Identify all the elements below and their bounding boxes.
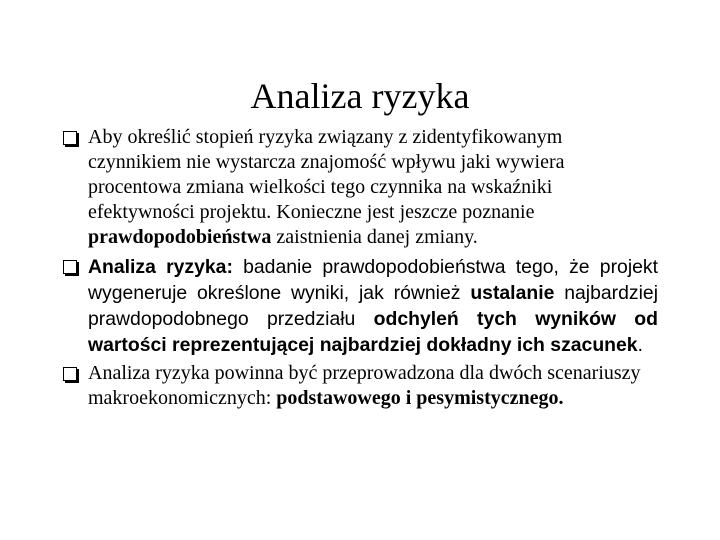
bullet-bold-text: odchyleń tych wyników od wartości reprezentującej najbardziej dokładny ich szacunek — [88, 308, 658, 356]
bullet-text: Aby określić stopień ryzyka związany z zidentyfikowanym czynnikiem nie wystarcza znajomość wpływu jaki wywiera procentowa zmiana wielkości tego czynnika na wskaźniki efektywności projektu. Konieczne jest jeszcze poznanie — [88, 126, 565, 223]
bullet-item-scenarios — [62, 361, 658, 411]
checkbox-bullet-icon — [63, 260, 77, 274]
bullet-text: badanie prawdopodobieństwa tego, że projekt wygeneruje określone wyniki, jak również — [88, 256, 658, 304]
bullet-bold-text: podstawowego i pesymistycznego. — [276, 387, 564, 409]
bullet-item-probability — [62, 125, 658, 250]
bullet-bold-text: Analiza ryzyka: — [88, 256, 233, 278]
bullet-bold-text: ustalanie — [470, 282, 555, 304]
bullet-text: zaistnienia danej zmiany. — [271, 226, 478, 248]
bullet-list — [62, 125, 658, 411]
bullet-bold-text: prawdopodobieństwa — [88, 226, 272, 248]
checkbox-bullet-icon — [63, 131, 77, 145]
slide-title: Analiza ryzyka — [250, 76, 470, 116]
bullet-text: . — [637, 334, 643, 356]
bullet-text: najbardziej prawdopodobnego przedziału — [88, 282, 659, 330]
checkbox-bullet-icon — [63, 367, 77, 381]
bullet-text: Analiza ryzyka powinna być przeprowadzona dla dwóch scenariuszy makroekonomicznych: — [88, 362, 641, 409]
bullet-item-definition — [62, 254, 658, 358]
